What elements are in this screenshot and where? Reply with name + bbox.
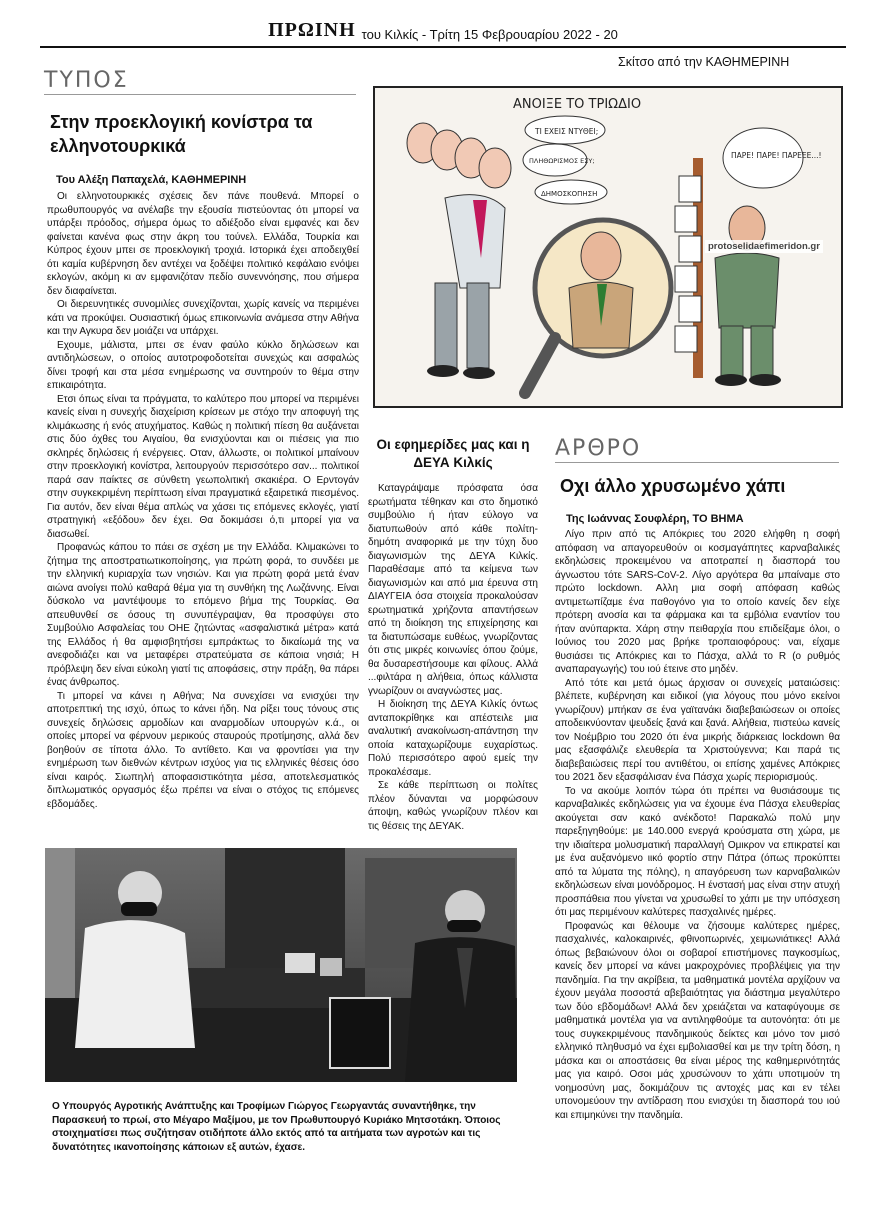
bubble-text: ΔΗΜΟΣΚΟΠΗΣΗ: [541, 190, 598, 198]
typos-title: Στην προεκλογική κονίστρα τα ελληνοτουρκικά: [50, 112, 313, 156]
typos-paragraph: Προφανώς κάπου το πάει σε σχέση με την Ελλάδα. Κλιμακώνει το ζήτημα της αποστρατιωτικοποίησης, για πρώτη φορά, το συνδέει με την ελληνική κυριαρχία των νησιών. Και για πρώτη φορά μετά έναν αιώνα ανοίγει πολύ καθαρά θέμα για τη συνθήκη της Λωζάννης. Είναι δύσκολο να μαντέψουμε το επόμενο βήμα της Τουρκίας. Θα απευθυνθεί σε όσους τη συνυπέγραψαν, θα προσφύγει στο Συμβούλιο Ασφαλείας του ΟΗΕ ζητώντας «ασφαλιστικά μέτρα» κατά της Ελλάδος ή θα αμφισβητήσει εμπράκτως το δικαίωμά της να ανεφοδιάζει και να μεταφέρει στρατεύματα σε κάποια νησιά; Η πρόβλεψη δεν είναι εύκολη γιατί τις αποφάσεις, στην πράξη, θα πάρει ένας άνθρωπος.: [47, 542, 359, 688]
typos-paragraph: Ετσι όπως είναι τα πράγματα, το καλύτερο που μπορεί να περιμένει κανείς είναι η συνεχής διαχείριση κρίσεων με στόχο την αποφυγή της κλιμάκωσης ή ενός ατυχήματος. Καθώς η πολιτική πίεση θα αυξάνεται στις δύο όχθες του Αιγαίου, θα ενισχύονται και οι πιέσεις για πιο σκληρές δηλώσεις ή ενέργειες. Οταν, άλλωστε, οι πολιτικοί μπαίνουν στην προεκλογική κονίστρα, λειτουργούν περισσότερο σαν... πολιτικοί παρά σαν παίκτες σε σύνθετη γεωπολιτική σκακιέρα. Ο Ερντογάν στην συγκεκριμένη περίπτωση είναι πραγματικά εξαιρετικά πιεσμένος. Για αυτόν, δεν είναι θέμα απλώς να χάσει τις επόμενες εκλογές, γιατί στρατηγική «εξόδου» δεν έχει. Θα δοκιμάσει ό,τι μπορεί για να διασωθεί.: [47, 393, 359, 540]
arthro-body: [555, 528, 840, 1160]
typos-paragraph: Οι ελληνοτουρκικές σχέσεις δεν πάνε πουθενά. Μπορεί ο πρωθυπουργός να ανέλαβε την εξουσία πιστεύοντας ότι μπορεί να υπάρξει πρόοδος, σήμερα όμως το αδιέξοδο είναι εμφανές και δεν φαίνεται κανένα φως στην άκρη του τούνελ. Ελλάδα, Τουρκία και Κύπρος έχουν μπει σε προεκλογική τροχιά. Ιστορικά έχει αποδειχθεί ότι καμία κυβέρνηση δεν αντέχει να ξοδέψει πολιτικό κεφάλαιο ενόψει εκλογών, ακόμη κι αν εμφανιζόταν πεδίο συνεννόησης, που σήμερα δεν διαφαίνεται.: [47, 191, 359, 297]
paper-name: ΠΡΩΙΝΗ: [268, 19, 356, 41]
arthro-byline: Της Ιωάννας Σουφλέρη, ΤΟ ΒΗΜΑ: [566, 513, 744, 525]
news-photo: [45, 848, 517, 1082]
cartoon-credit: Σκίτσο από την ΚΑΘΗΜΕΡΙΝΗ: [618, 55, 790, 69]
issue-info: του Κιλκίς - Τρίτη 15 Φεβρουαρίου 2022 - 20: [361, 27, 618, 42]
arthro-paragraph: Από τότε και μετά όμως άρχισαν οι συνεχείς ματαιώσεις: βλέπετε, κυβέρνηση και ειδικοί (για λόγους που μόνο εκείνοι γνωρίζουν) μπήκαν σε ένα γαϊτανάκι διαβεβαιώσεων οι οποίες αποδεικνύονταν ψευδείς ξανά και ξανά. Αλήθεια, πιστεύω κανείς τον Νοέμβριο του 2020 ότι ένα μικρής διάρκειας lockdown θα μας εξασφάλιζε ελευθερία τα Χριστούγεννα; Και παρά τις διαβεβαιώσεις περί του αντιθέτου, οι επίσης χαμένες Απόκριες του 2021 δεν εξασφάλισαν ένα Πάσχα χωρίς περιορισμούς.: [555, 677, 840, 783]
bubble-text: ΤΙ ΕΧΕΙΣ ΝΤΥΘΕΙ;: [535, 127, 599, 136]
middle-title: Οι εφημερίδες μας και η ΔΕΥΑ Κιλκίς: [376, 437, 530, 470]
cartoon-banner: ΑΝΟΙΞΕ ΤΟ ΤΡΙΩΔΙΟ: [513, 97, 642, 112]
cartoon: [373, 86, 843, 408]
typos-body: [47, 190, 359, 850]
bubble-text: ΠΑΡΕ! ΠΑΡΕ! ΠΑΡΕΕΕ...!: [731, 151, 822, 160]
masthead: [40, 18, 846, 48]
photo-caption: Ο Υπουργός Αγροτικής Ανάπτυξης και Τροφίμων Γιώργος Γεωργαντάς συναντήθηκε, την Παρασκευή το πρωί, στο Μέγαρο Μαξίμου, με τον Πρωθυπουργό Κυριάκο Μητσοτάκη. Όποιος στοιχηματίσει πως συζήτησαν οτιδήποτε άλλο εκτός από τα αιτήματα των αγροτών και τις δυνατότητες ικανοποίησης κάποιων εξ αυτών, έχασε.: [52, 1101, 501, 1153]
middle-paragraph: Η διοίκηση της ΔΕΥΑ Κιλκίς όντως ανταποκρίθηκε και απέστειλε μια αναλυτική ανακοίνωση-απάντηση την οποία καταχωρίζουμε ευχαρίστως. Πολύ περισσότερο αφού εμείς την προκαλέσαμε.: [368, 699, 538, 778]
photo-illustration: [45, 848, 517, 1082]
typos-byline: Του Αλέξη Παπαχελά, ΚΑΘΗΜΕΡΙΝΗ: [56, 174, 247, 186]
section-rule: [44, 94, 356, 95]
middle-paragraph: Σε κάθε περίπτωση οι πολίτες πλέον δύνανται να μορφώσουν άποψη, καθώς γνωρίζουν πλέον και τις θέσεις της ΔΕΥΑΚ.: [368, 780, 538, 832]
arthro-paragraph: Λίγο πριν από τις Απόκριες του 2020 ελήφθη η σοφή απόφαση να απαγορευθούν οι κοσμαγάπητες καρναβαλικές εκδηλώσεις προκειμένου να αποτραπεί η διασπορά του άγνωστου τότε SARS-CoV-2. Λίγο αργότερα θα μπαίναμε στο πρώτο lockdown. Αλλη μια σοφή απόφαση καθώς αντιμετωπίζαμε ένα παθογόνο για το οποίο κανείς δεν είχε πρότερη ανοσία και τα φάρμακα και τα εμβόλια εναντίον του ήταν ανύπαρκτα. Χάρη στην πειθαρχία που επιδείξαμε όλοι, ο Ιούνιος του 2020 μας βρήκε τροπαιοφόρους: ναι, είχαμε θυσιάσει τις Απόκριες και το Πάσχα, αλλά το R (ο ρυθμός αναπαραγωγής) του ιού έτεινε στο μηδέν.: [555, 529, 840, 675]
typos-paragraph: Τι μπορεί να κάνει η Αθήνα; Να συνεχίσει να ενισχύει την αποτρεπτική της ισχύ, όπως το κάνει ήδη. Να ρίξει τους τόνους στις συνεχείς δηλώσεις αρμοδίων και αναρμοδίων υπουργών κ.ά., οι οποίες μπορεί να φέρνουν μερικούς σταυρούς προτίμησης, αλλά δεν βοηθούν σε τίποτα άλλο. Το αντίθετο. Και να φροντίσει για την ενημέρωση των διεθνών κέντρων ισχύος για τις ελληνικές θέσεις όσο είναι καιρός. Σιωπηλή αποφασιστικότητα μέσα, αποτελεσματικός διπλωματικός οργασμός έξω πρέπει να είναι ο στόχος τις επόμενες εβδομάδες.: [47, 690, 359, 810]
arthro-paragraph: Το να ακούμε λοιπόν τώρα ότι πρέπει να θυσιάσουμε τις καρναβαλικές εκδηλώσεις για να έχουμε ένα Πάσχα ελευθερίας ακούγεται σαν κακό ανέκδοτο! Παρακαλώ πολύ μην παρεξηγηθούμε: με 140.000 ενεργά κρούσματα στη χώρα, με την ιδιαίτερα μολυσματική παραλλαγή Ομικρον να επικρατεί και με ένα αυξανόμενο ιικό φορτίο στην Πάτρα (όπως προκύπτει από τα λύματα της πόλης), η απαγόρευση των καρναβαλικών εκδηλώσεων είναι μονόδρομος. Η ένστασή μας είναι στην ατυχή προσπάθεια που γίνεται να χρυσωθεί το χάπι με την υπόσχεση ότι μας περιμένουν καλύτερες πασχαλινές ημέρες.: [555, 785, 840, 918]
arthro-paragraph: Προφανώς και θέλουμε να ζήσουμε καλύτερες ημέρες, πασχαλινές, καλοκαιρινές, φθινοπωρινές, χειμωνιάτικες! Αλλά όπως βεβαιώνουν όλοι οι σοβαροί επιστήμονες παγκοσμίως, κανείς δεν μπορεί να κάνει μακροχρόνιες προβλέψεις για την πανδημία. Για την ακρίβεια, τα μαθηματικά μοντέλα αρχίζουν να έχουν μεγάλα ποσοστά αβεβαιότητας για διάστημα μεγαλύτερο των δύο εβδομάδων! Αλλά δεν χρειάζεται να καταφύγουμε σε μαθηματικά μοντέλα για να αντιληφθούμε τα αυτονόητα: ότι με τους συγκεκριμένους πανδημικούς δείκτες και μόνο τον μισό ελληνικό πληθυσμό να έχει εμβολιασθεί και με την τρίτη δόση, η μάσκα και οι αποστάσεις θα είναι μέρος της καθημερινότητάς μας για καιρό. Οσοι μάς χρυσώνουν το χάπι υποτιμούν τη νοημοσύνη μας, δοκιμάζουν τις αντοχές μας και εν τέλει υπονομεύουν την αντίδραση που ενισχύει τη διασπορά του ιού και επιμηκύνει την πανδημία.: [555, 920, 840, 1121]
section-typos: ΤΥΠΟΣ: [44, 68, 129, 93]
typos-paragraph: Εχουμε, μάλιστα, μπει σε έναν φαύλο κύκλο δηλώσεων και αντιδηλώσεων, ο οποίος αυτοτροφοδοτείται συνεχώς και ασφαλώς δίνει τροφή και στα μέσα ενημέρωσης να συντηρούν το θέμα στην επικαιρότητα.: [47, 339, 359, 391]
middle-paragraph: Καταγράψαμε πρόσφατα όσα ερωτήματα τέθηκαν και στο δημοτικό συμβούλιο ή ήταν εύλογο να διατυπωθούν από κάθε πολίτη-δημότη αναφορικά με την τύχη δυο διαγωνισμών της ΔΕΥΑ Κιλκίς. Παραθέσαμε από τα κείμενα των διαγωνισμών και από μια έρευνα στη ΔΙΑΥΓΕΙΑ όσα στοιχεία προκαλούσαν ερωτηματικά χρήζοντα απαντήσεων από τη διοίκηση της επιχείρησης και τα διατυπώσαμε ευθέως, γνωρίζοντας ότι στις μικρές κοινωνίες όπου ζούμε, θα δυσαρεστήσουμε και φίλους. Αλλά ...φιλτάρα η αλήθεια, όπως κάλλιστα γνωρίζουν οι αναγνώστες μας.: [368, 483, 538, 697]
middle-body: [368, 482, 538, 832]
section-rule: [555, 462, 839, 463]
typos-paragraph: Οι διερευνητικές συνομιλίες συνεχίζονται, χωρίς κανείς να περιμένει κάτι να προκύψει. Ουσιαστική όμως επικοινωνία ανάμεσα στην Αθήνα και την Αγκυρα δεν μοιάζει να υπάρχει.: [47, 299, 359, 337]
section-arthro: ΑΡΘΡΟ: [555, 436, 642, 461]
bubble-text: ΠΛΗΘΩΡΙΣΜΟΣ ΕΣΥ;: [529, 157, 595, 165]
arthro-title: Οχι άλλο χρυσωμένο χάπι: [560, 476, 786, 496]
watermark: protoselidaefimeridon.gr: [705, 240, 823, 253]
